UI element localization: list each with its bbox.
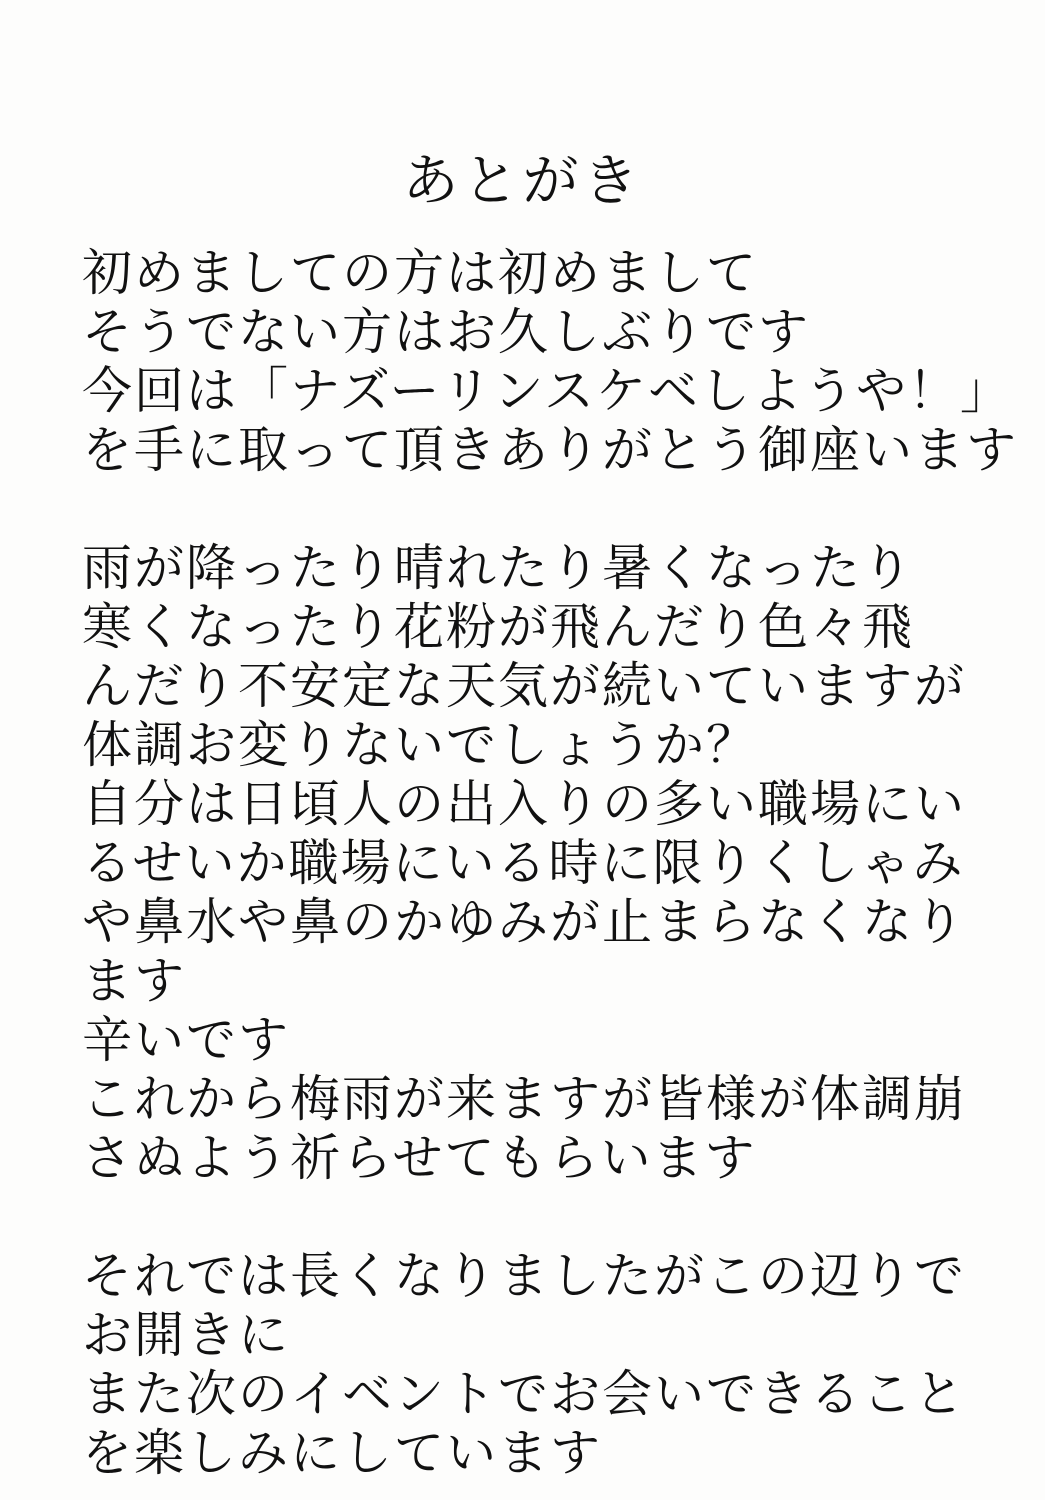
- text-line: を手に取って頂きありがとう御座います: [82, 421, 1018, 479]
- paragraph: [82, 539, 1012, 1188]
- afterword-body: [82, 244, 1018, 1483]
- text-line: 今回は「ナズーリンスケベしようや！」: [82, 362, 1012, 420]
- paragraph: [82, 244, 1018, 480]
- text-line: それでは長くなりましたがこの辺りで: [82, 1247, 966, 1305]
- text-line: るせいか職場にいる時に限りくしゃみ: [82, 834, 965, 892]
- text-line: 体調お変りないでしょうか？: [82, 716, 758, 774]
- text-line: また次のイベントでお会いできること: [82, 1365, 966, 1423]
- text-line: そうでない方はお久しぶりです: [82, 303, 810, 361]
- text-line: 初めましての方は初めまして: [82, 244, 758, 302]
- paragraph-gap: [82, 1188, 1012, 1247]
- paragraph: [82, 1247, 1012, 1483]
- paragraph-gap: [82, 480, 1012, 539]
- page-title: あとがき: [402, 148, 643, 214]
- text-line: を楽しみにしています: [82, 1424, 602, 1482]
- text-line: 自分は日頃人の出入りの多い職場にい: [82, 775, 966, 833]
- text-line: 辛いです: [82, 1011, 290, 1069]
- text-line: お開きに: [82, 1306, 290, 1364]
- text-line: これから梅雨が来ますが皆様が体調崩: [82, 1070, 966, 1128]
- text-line: さぬよう祈らせてもらいます: [82, 1129, 757, 1187]
- text-line: んだり不安定な天気が続いていますが: [82, 657, 966, 715]
- text-line: 雨が降ったり晴れたり暑くなったり: [82, 539, 914, 597]
- text-line: 寒くなったり花粉が飛んだり色々飛: [82, 598, 914, 656]
- text-line: ます: [82, 952, 186, 1010]
- text-line: や鼻水や鼻のかゆみが止まらなくなり: [82, 893, 966, 951]
